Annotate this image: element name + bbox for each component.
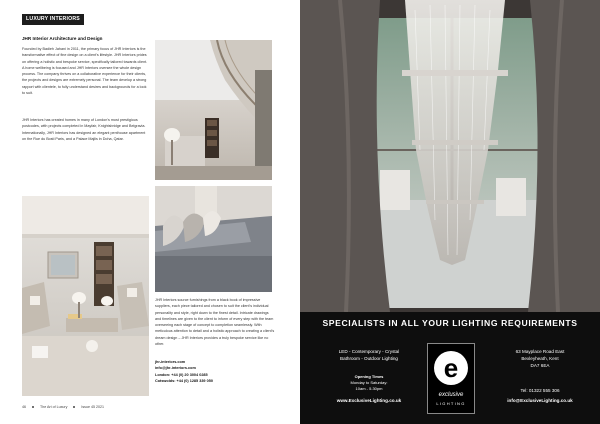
advert-phone: Tel: 01322 555 306 xyxy=(520,388,560,393)
services-line-2: Bathroom - Outdoor Lighting xyxy=(340,355,398,361)
separator-dot-icon xyxy=(32,406,34,408)
interior-photo-staircase xyxy=(155,40,272,180)
address-block xyxy=(492,349,588,369)
page-footer xyxy=(22,405,104,409)
opening-hours xyxy=(314,374,424,391)
opening-hours-days: Monday to Saturday: xyxy=(350,379,388,385)
issue-label: Issue 45 2021 xyxy=(81,405,104,409)
chandelier-window-illustration xyxy=(300,0,600,312)
logo-subtitle: LIGHTING xyxy=(436,401,466,406)
opening-hours-label: Opening Times xyxy=(354,374,384,379)
address-line-1: 63 Mayplace Road East xyxy=(515,349,565,354)
article-title: JHR Interior Architecture and Design xyxy=(22,36,103,41)
contact-london-phone: London: +44 (0) 20 3004 0285 xyxy=(155,372,208,377)
contact-cotswolds-phone: Cotswolds: +44 (0) 1285 339 050 xyxy=(155,378,213,383)
sofa-illustration xyxy=(155,186,272,292)
contact-email[interactable]: info@jhr-interiors.com xyxy=(155,366,196,371)
advert-website[interactable]: www.ExclusiveLighting.co.uk xyxy=(336,398,402,403)
address-line-2: Bexleyheath, Kent xyxy=(521,355,559,361)
page-number: 46 xyxy=(22,405,26,409)
logo-wordmark: exclusive xyxy=(438,392,464,398)
advert-email[interactable]: info@ExclusiveLighting.co.uk xyxy=(507,398,573,403)
article-paragraph-3: JHR Interiors source furnishings from a black book of impressive suppliers, each piece tailored and chosen to suit the client's individual personality and style, right down to the finest detail. Intricate drawings and timelines are given to the client to inform of every step with the team overseeing each stage of concept to completion seamlessly. With meticulous attention to detail and a holistic approach to creating a client's dream design – JHR Interiors provides a truly bespoke service like no other. xyxy=(155,298,275,347)
contact-block xyxy=(155,359,275,384)
opening-hours-time: 10am - 5.30pm xyxy=(355,385,383,391)
exclusive-lighting-logo xyxy=(427,343,475,414)
advert-headline: SPECIALISTS IN ALL YOUR LIGHTING REQUIREMENTS xyxy=(322,318,578,328)
living-room-illustration xyxy=(22,196,149,396)
services-line-1: LED - Contemporary - Crystal xyxy=(338,349,400,354)
article-paragraph-1: Founded by Badieh Jahani in 2011, the primary focus of JHR Interiors is the transformative effect of fine design on a client's lifestyle. JHR Interiors prides on offering a holistic and bespoke service, specifically tailored towards client. A home wellbeing is focused and JHR Interiors oversee the whole design process. The company thrives on a collaborative experience for their clients, the projects and designs are extremely personal. The team develop a strong rapport with clientele, to fully understand desires and backgrounds for a look to suit. xyxy=(22,47,148,96)
contact-website[interactable]: jhr-interiors.com xyxy=(155,360,186,364)
logo-letter: e xyxy=(443,353,459,383)
article-paragraph-2: JHR Interiors has created homes in many of London's most prestigious postcodes, with projects completed in Mayfair, Knightsbridge and Belgravia. Internationally, JHR Interiors has designed an elegant penthouse apartment on the Rue du Bosti Paris, and a Palace Majlis in Doha, Qatar. xyxy=(22,118,146,141)
publication-name: The Art of Luxury xyxy=(40,405,68,409)
chandelier-photo xyxy=(300,0,600,312)
staircase-illustration xyxy=(155,40,272,180)
logo-e-icon xyxy=(428,344,474,390)
interior-photo-living-room xyxy=(22,196,149,396)
address-line-3: DA7 6EA xyxy=(530,362,550,368)
section-tag: LUXURY INTERIORS xyxy=(22,14,84,25)
lighting-advert xyxy=(300,0,600,424)
separator-dot-icon xyxy=(73,406,75,408)
services-block xyxy=(314,349,424,363)
interior-photo-sofa xyxy=(155,186,272,292)
